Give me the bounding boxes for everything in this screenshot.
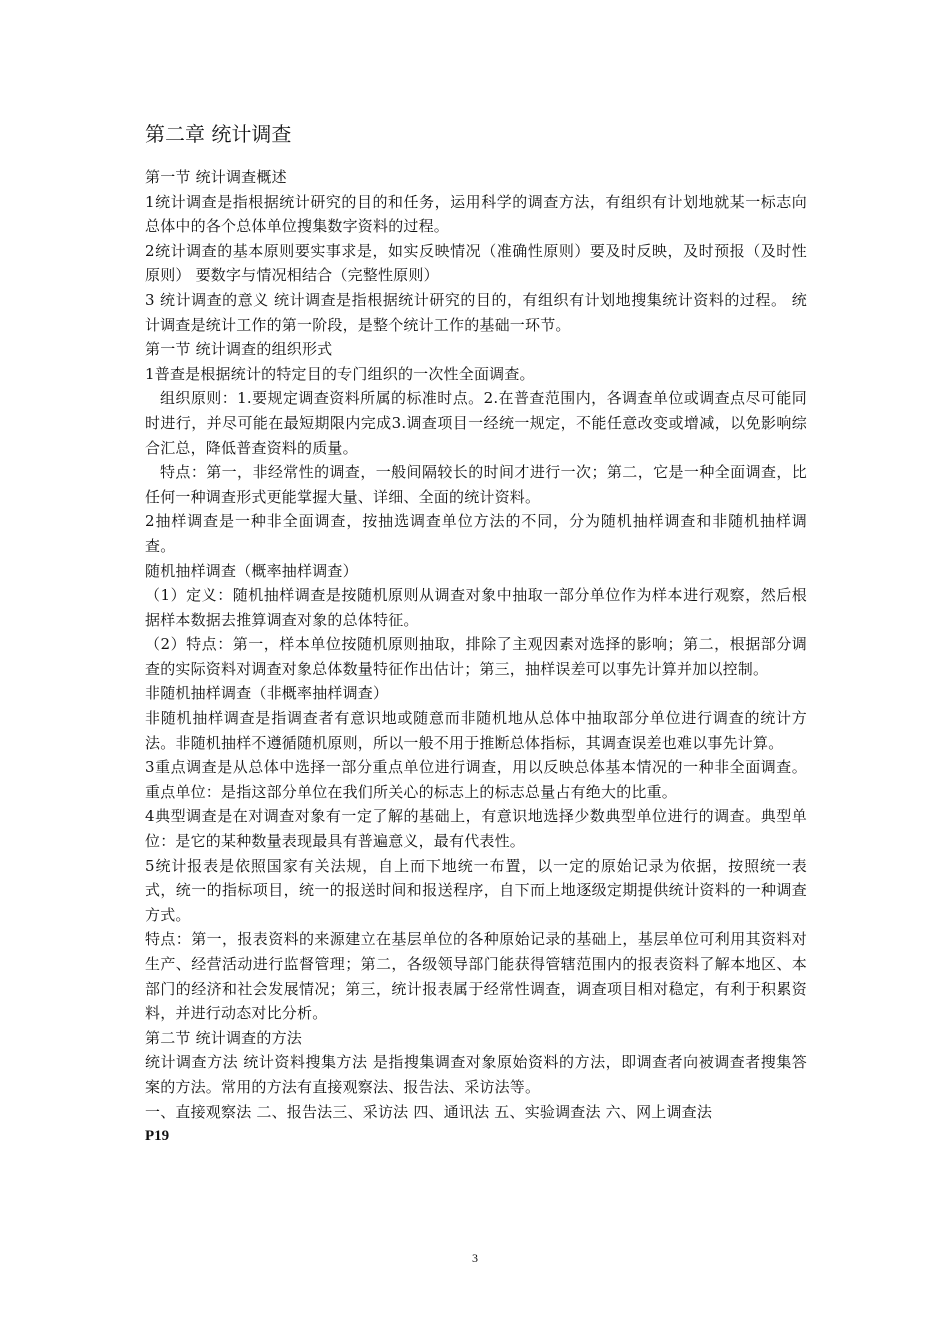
- paragraph: （1）定义：随机抽样调查是按随机原则从调查对象中抽取一部分单位作为样本进行观察，然后根据样本数据去推算调查对象的总体特征。: [145, 586, 807, 629]
- paragraph: 特点：第一，报表资料的来源建立在基层单位的各种原始记录的基础上，基层单位可利用其资料对生产、经营活动进行监督管理；第二，各级领导部门能获得管辖范围内的报表资料了解本地区、本部门的经济和社会发展情况；第三，统计报表属于经常性调查，调查项目相对稳定，有利于积累资料，并进行动态对比分析。: [145, 930, 807, 1023]
- paragraph: 1普查是根据统计的特定目的专门组织的一次性全面调查。: [145, 364, 535, 383]
- paragraph: 非随机抽样调查是指调查者有意识地或随意而非随机地从总体中抽取部分单位进行调查的统计方法。非随机抽样不遵循随机原则，所以一般不用于推断总体指标，其调查误差也难以事先计算。: [145, 709, 807, 752]
- paragraph: 1统计调查是指根据统计研究的目的和任务，运用科学的调查方法，有组织有计划地就某一标志向总体中的各个总体单位搜集数字资料的过程。: [145, 192, 807, 236]
- paragraph: 3重点调查是从总体中选择一部分重点单位进行调查，用以反映总体基本情况的一种非全面调查。重点单位：是指这部分单位在我们所关心的标志上的标志总量占有绝大的比重。: [145, 758, 807, 801]
- subheading: 随机抽样调查（概率抽样调查）: [145, 561, 358, 580]
- section-heading: 第一节 统计调查的组织形式: [145, 340, 333, 359]
- paragraph: 统计调查方法 统计资料搜集方法 是指搜集调查对象原始资料的方法，即调查者向被调查者搜集答案的方法。常用的方法有直接观察法、报告法、采访法等。: [145, 1053, 807, 1096]
- page-number: 3: [472, 1251, 478, 1265]
- paragraph: 3 统计调查的意义 统计调查是指根据统计研究的目的，有组织有计划地搜集统计资料的过程。 统计调查是统计工作的第一阶段，是整个统计工作的基础一环节。: [145, 290, 807, 334]
- paragraph: 4典型调查是在对调查对象有一定了解的基础上，有意识地选择少数典型单位进行的调查。典型单位：是它的某种数量表现最具有普遍意义，最有代表性。: [145, 807, 807, 851]
- paragraph: 5统计报表是依照国家有关法规，自上而下地统一布置，以一定的原始记录为依据，按照统一表式，统一的指标项目，统一的报送时间和报送程序，自下而上地逐级定期提供统计资料的一种调查方式。: [145, 856, 807, 924]
- method-list: 一、直接观察法 二、报告法三、采访法 四、通讯法 五、实验调查法 六、网上调查法: [145, 1102, 713, 1121]
- subheading: 非随机抽样调查（非概率抽样调查）: [145, 684, 389, 703]
- section-heading: 第一节 统计调查概述: [145, 168, 287, 186]
- paragraph: （2）特点：第一，样本单位按随机原则抽取，排除了主观因素对选择的影响；第二，根据部分调查的实际资料对调查对象总体数量特征作出估计；第三，抽样误差可以事先计算并加以控制。: [145, 635, 807, 678]
- paragraph: 特点：第一，非经常性的调查，一般间隔较长的时间才进行一次；第二，它是一种全面调查，比任何一种调查形式更能掌握大量、详细、全面的统计资料。: [145, 463, 807, 506]
- paragraph: 2抽样调查是一种非全面调查，按抽选调查单位方法的不同，分为随机抽样调查和非随机抽样调查。: [145, 512, 807, 555]
- paragraph: 2统计调查的基本原则要实事求是，如实反映情况（准确性原则）要及时反映，及时预报（及时性原则） 要数字与情况相结合（完整性原则）: [145, 241, 807, 285]
- paragraph: 组织原则：1.要规定调查资料所属的标准时点。2.在普查范围内，各调查单位或调查点尽可能同时进行，并尽可能在最短期限内完成3.调查项目一经统一规定，不能任意改变或增减，以免影响综合汇总，降低普查资料的质量。: [145, 389, 807, 457]
- document-body: [145, 119, 807, 1149]
- section-heading: 第二节 统计调查的方法: [145, 1028, 302, 1047]
- chapter-title: 第二章 统计调查: [145, 122, 292, 146]
- page-reference: P19: [145, 1128, 170, 1145]
